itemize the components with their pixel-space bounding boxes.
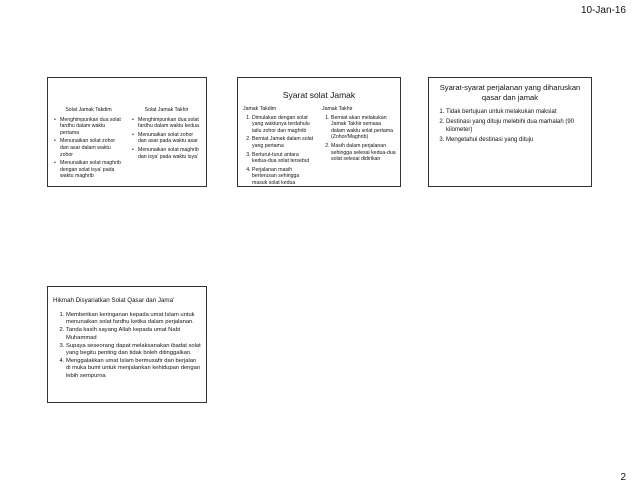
list-item: 2. Destinasi yang dituju melebihi dua marhalah (90 kilometer)	[446, 118, 587, 134]
jamak-takdim-conditions	[243, 106, 315, 187]
list-item: 3. Mengetahui destinasi yang dituju	[446, 136, 587, 144]
column-heading: Solat Jamak Takhir	[144, 107, 189, 113]
slide-title: Syarat solat Jamak	[282, 90, 356, 100]
jamak-takhir-conditions	[322, 106, 396, 165]
list-item: • Menghimpunkan dua solat fardhu dalam waktu kedua	[138, 117, 202, 130]
list-item: 1. Berniat akan melakukan Jamak Takhir semasa dalam waktu solat pertama (Zohor/Maghrib)	[331, 115, 396, 141]
list-item: 1. Dimulakan dengan solat yang waktunya terdahulu iaitu zohor dan maghrib	[252, 115, 315, 135]
slide-thumbnail-jamak-types[interactable]	[47, 77, 207, 187]
list-item: 4. Menggalakkan umat Islam bermusafir dan berjalan di muka bumi untuk menjalankan kehidupan dengan lebih sempurna	[66, 358, 202, 380]
slide-title: Syarat-syarat perjalanan yang diharuskan qasar dan jamak	[439, 83, 581, 102]
list-item: 2. Berniat Jamak dalam solat yang pertama	[252, 136, 315, 149]
list-item: • Menunaikan solat zohor dan asar pada waktu asar	[138, 132, 202, 145]
column-heading: Jamak Takdim	[243, 106, 277, 112]
list-item: • Menunaikan solat zohor dan asar dalam waktu zohor	[60, 138, 124, 158]
column-heading: Jamak Takhir	[322, 106, 353, 112]
travel-conditions-list	[434, 108, 587, 146]
slide-thumbnail-syarat-jamak[interactable]	[237, 77, 401, 187]
list-item: 3. Berturut-turut antara kedua-dua solat tersebut	[252, 152, 315, 165]
list-item: 2. Tanda kasih sayang Allah kepada umat Nabi Muhammad	[66, 327, 202, 341]
header-date: 10-Jan-16	[580, 5, 626, 16]
slide-thumbnail-hikmah[interactable]	[47, 286, 207, 403]
jamak-takdim-column	[53, 107, 124, 182]
list-item: 2. Masih dalam perjalanan sehingga selesai kedua-dua solat selesai didirikan	[331, 143, 396, 163]
list-item: 3. Supaya seseorang dapat melaksanakan ibadat solat yang begitu penting dan tidak boleh ditinggalkan.	[66, 343, 202, 357]
slide-thumbnail-syarat-perjalanan[interactable]	[428, 77, 592, 187]
hikmah-list	[53, 312, 202, 381]
column-heading: Solat Jamak Takdim	[65, 107, 112, 113]
slide-title: Hikmah Disyariatkan Solat Qasar dan Jama'	[53, 297, 175, 304]
list-item: • Menunaikan solat maghrib dan isya' pada waktu isya'	[138, 147, 202, 160]
list-item: 4. Perjalanan masih berterusan sehingga masuk solat kedua	[252, 167, 315, 187]
list-item: • Menghimpunkan dua solat fardhu dalam waktu pertama	[60, 117, 124, 137]
list-item: 1. Tidak bertujuan untuk melakukan maksiat	[446, 108, 587, 116]
list-item: 1. Memberikan keringanan kepada umat Islam untuk menunaikan solat fardhu ketika dalam perjalanan.	[66, 312, 202, 326]
page-number: 2	[620, 472, 626, 483]
jamak-takhir-column	[131, 107, 202, 162]
list-item: • Menunaikan solat maghrib dengan solat isya' pada waktu maghrib	[60, 160, 124, 180]
